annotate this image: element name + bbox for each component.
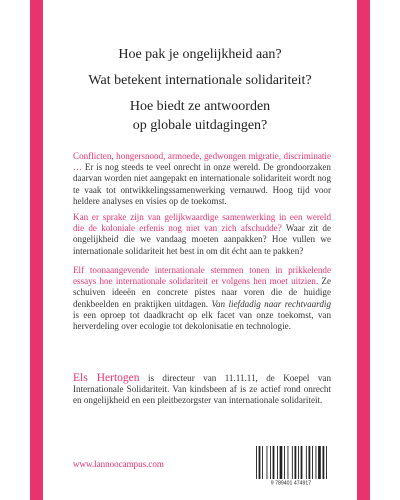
headline-3-text: Hoe biedt ze antwoorden op globale uitdagingen?	[129, 99, 271, 133]
barcode-bar	[312, 446, 313, 479]
barcode-bars	[256, 446, 327, 479]
paragraph-2-text: Waar zit de ongelijkheid die we vandaag moeten aanpakken? Hoe vullen we internationale solidariteit het best in om dit écht aan te pakken?	[73, 223, 331, 256]
barcode-bar	[323, 446, 325, 479]
barcode-bar	[316, 446, 317, 479]
barcode-bar	[309, 446, 311, 479]
paragraph-2-highlight: Kan er sprake zijn van gelijkwaardige samenwerking in een wereld die de koloniale erfenis nog niet van zich afschudde?	[73, 212, 331, 234]
author-bio	[73, 373, 331, 407]
author-bio-text: is directeur van 11.11.11, de Koepel van Internationale Solidariteit. Van kindsbeen af is ze actief rond onrecht en ongelijkheid en een pleitbezorgster van internationale solidariteit.	[73, 373, 332, 406]
paragraph-3	[73, 265, 331, 332]
barcode-bar	[277, 446, 278, 479]
barcode-bar	[292, 446, 293, 479]
barcode-bar	[288, 446, 289, 479]
author-name: Els Hertogen	[73, 372, 140, 384]
paragraph-1-highlight: Conflicten, hongersnood, armoede, gedwongen migratie, discriminatie …	[73, 151, 331, 173]
barcode-bar	[326, 446, 327, 479]
barcode-bar	[298, 446, 299, 479]
barcode-bar	[270, 446, 271, 479]
paragraph-1-text: Er is nog steeds te veel onrecht in onze wereld. De grondoorzaken daarvan worden niet aangepakt en internationale solidariteit wordt nog te vaak tot ontwikkelingssamenwerking vernauwd. Hoog tijd voor heldere analyses en visies op de toekomst.	[73, 162, 331, 206]
barcode-bar	[318, 446, 321, 479]
paragraph-1	[73, 151, 331, 207]
publisher-url[interactable]: www.lannoocampus.com	[73, 459, 164, 469]
barcode-bar	[306, 446, 307, 479]
isbn-barcode	[250, 444, 332, 486]
headline-1: Hoe pak je ongelijkheid aan?	[118, 47, 282, 62]
barcode-bar	[262, 446, 263, 479]
headline-3	[43, 97, 357, 135]
paragraph-2	[73, 212, 331, 257]
barcode-bar	[259, 446, 261, 479]
paragraph-3-book-title: Van liefdadig naar rechtvaardig	[211, 298, 332, 309]
barcode-bar	[295, 446, 297, 479]
barcode-bar	[267, 446, 268, 479]
isbn-digits: 9 789401 474917	[270, 480, 312, 486]
barcode-bar	[284, 446, 285, 479]
barcode-bar	[280, 446, 283, 479]
headline-2: Wat betekent internationale solidariteit?	[88, 73, 312, 88]
paragraph-3-text-2: is een oproep tot daadkracht op elk facet van onze toekomst, van herverdeling over ecologie tot dekolonisatie en technologie.	[73, 309, 331, 332]
barcode-bar	[273, 446, 275, 479]
barcode-bar	[256, 446, 257, 479]
paragraph-3-highlight: Elf toonaangevende internationale stemmen tonen in prikkelende essays hoe internationale solidariteit er volgens hen moet uitzien.	[73, 265, 331, 287]
paragraph-3-text-1: Ze schuiven ideeën en concrete pistes naar voren die de huidige denkbeelden en praktijken uitdagen.	[73, 276, 331, 309]
barcode-bar	[301, 446, 303, 479]
